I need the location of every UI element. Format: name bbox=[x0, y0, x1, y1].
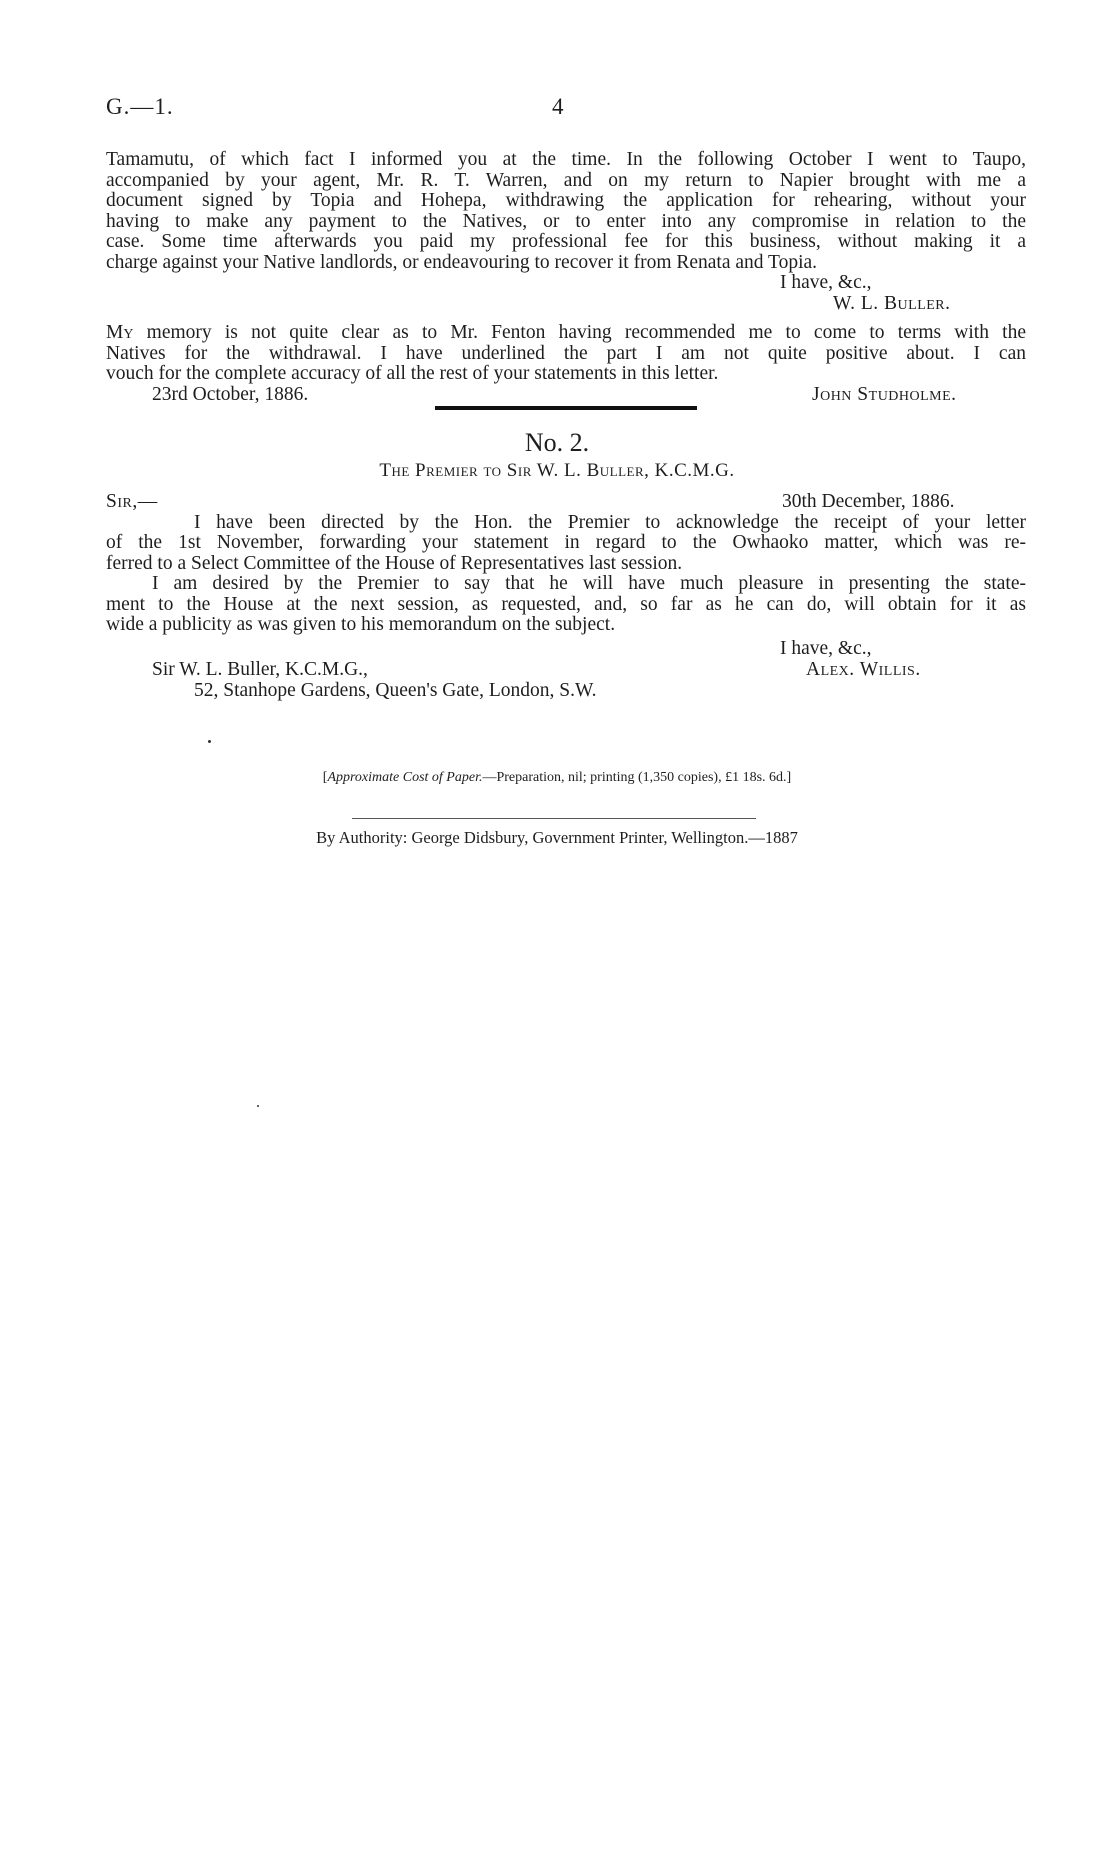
note-date: 23rd October, 1886. bbox=[152, 383, 309, 405]
letter1-line: case. Some time afterwards you paid my professional fee for this business, without making it a bbox=[106, 231, 1026, 252]
print-speck bbox=[257, 1105, 259, 1107]
letter-number-heading: No. 2. bbox=[524, 428, 590, 457]
letter2-closing: I have, &c., bbox=[780, 638, 872, 659]
cost-note-detail: —Preparation, nil; printing (1,350 copies), £1 18s. 6d. bbox=[482, 770, 787, 785]
document-reference: G.—1. bbox=[106, 94, 174, 119]
letter2-line: I am desired by the Premier to say that he will have much pleasure in presenting the state- bbox=[152, 573, 1026, 594]
letter1-line: Tamamutu, of which fact I informed you at the time. In the following October I went to Taupo, bbox=[106, 149, 1026, 170]
addressee-name: Sir W. L. Buller, K.C.M.G., bbox=[152, 659, 368, 680]
note-line: Natives for the withdrawal. I have underlined the part I am not quite positive about. I can bbox=[106, 342, 1026, 364]
footer-divider bbox=[352, 818, 756, 819]
letter2-line: wide a publicity as was given to his memorandum on the subject. bbox=[106, 614, 616, 635]
letter2-date: 30th December, 1886. bbox=[782, 491, 955, 512]
letter1-line: accompanied by your agent, Mr. R. T. Warren, and on my return to Napier brought with me a bbox=[106, 169, 1026, 191]
salutation: Sir,— bbox=[106, 491, 158, 512]
letter2-line: I have been directed by the Hon. the Premier to acknowledge the receipt of your letter bbox=[194, 511, 1026, 533]
letter1-signature: W. L. Buller. bbox=[833, 292, 951, 314]
letter1-line: document signed by Topia and Hohepa, withdrawing the application for rehearing, without your bbox=[106, 190, 1026, 211]
printer-authority: By Authority: George Didsbury, Government Printer, Wellington.—1887 bbox=[316, 828, 798, 847]
cost-note: [Approximate Cost of Paper.—Preparation, nil; printing (1,350 copies), £1 18s. 6d.] bbox=[322, 770, 792, 785]
note-line: My memory is not quite clear as to Mr. Fenton having recommended me to come to terms with the bbox=[106, 322, 1026, 343]
page-number: 4 bbox=[552, 94, 564, 119]
section-divider bbox=[435, 406, 697, 410]
letter2-signature: Alex. Willis. bbox=[806, 659, 921, 680]
note-line-text: memory is not quite clear as to Mr. Fenton having recommended me to come to terms with the bbox=[133, 322, 1026, 343]
print-speck bbox=[208, 740, 211, 743]
letter2-line: ferred to a Select Committee of the House of Representatives last session. bbox=[106, 552, 683, 574]
letter1-line: having to make any payment to the Natives, or to enter into any compromise in relation to the bbox=[106, 210, 1026, 232]
addressee-address: 52, Stanhope Gardens, Queen's Gate, London, S.W. bbox=[194, 679, 597, 701]
letter1-line: charge against your Native landlords, or endeavouring to recover it from Renata and Topia. bbox=[106, 251, 818, 273]
letter2-line: of the 1st November, forwarding your statement in regard to the Owhaoko matter, which was re- bbox=[106, 532, 1026, 553]
note-line: vouch for the complete accuracy of all the rest of your statements in this letter. bbox=[106, 363, 719, 384]
note-signature: John Studholme. bbox=[812, 383, 957, 405]
letter-subheading: The Premier to Sir W. L. Buller, K.C.M.G. bbox=[379, 460, 735, 481]
cost-note-label: Approximate Cost of Paper. bbox=[327, 770, 483, 785]
letter1-closing: I have, &c., bbox=[780, 272, 872, 293]
letter2-line: ment to the House at the next session, as requested, and, so far as he can do, will obtain for it as bbox=[106, 593, 1026, 615]
